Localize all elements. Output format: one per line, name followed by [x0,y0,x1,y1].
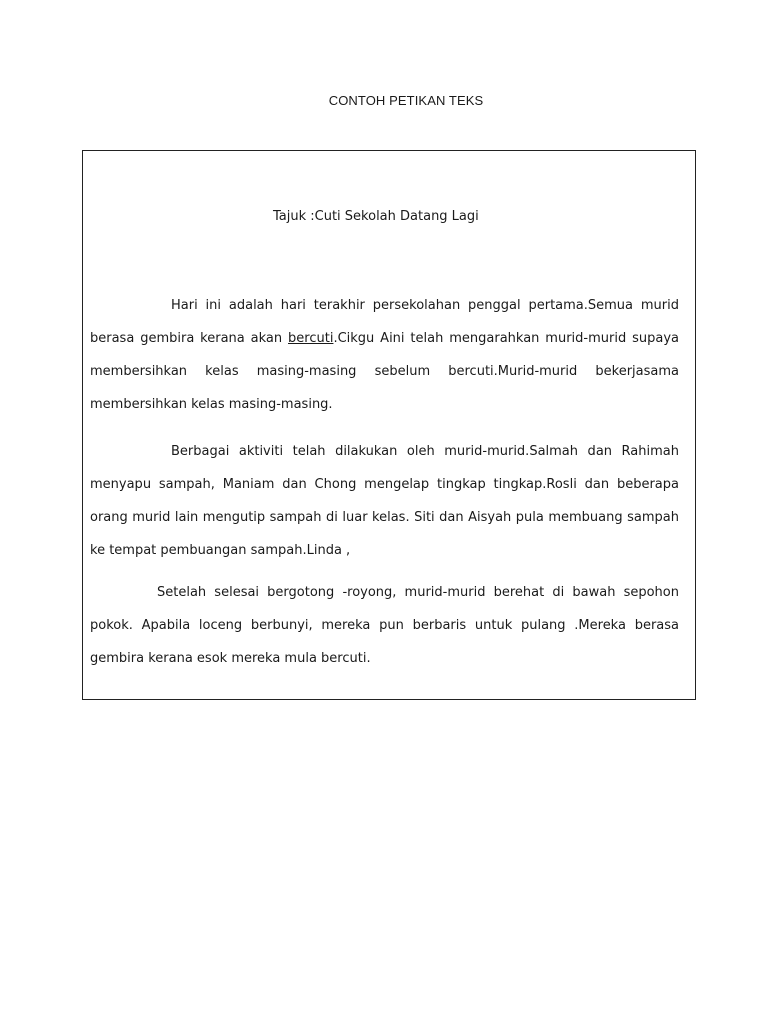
paragraph-1 [90,289,679,421]
page-heading: CONTOH PETIKAN TEKS [328,93,484,108]
excerpt-title: Tajuk :Cuti Sekolah Datang Lagi [273,209,479,224]
paragraph-1-text-start: Hari ini adalah hari terakhir persekolahan penggal pertama.Semua murid berasa gembira kerana akan [90,298,679,346]
underlined-word: bercuti [288,331,334,346]
paragraph-1-text-end: .Cikgu Aini telah mengarahkan murid-murid supaya membersihkan kelas masing-masing sebelum bercuti.Murid-murid bekerjasama membersihkan kelas masing-masing. [90,331,679,412]
paragraph-3: Setelah selesai bergotong -royong, murid-murid berehat di bawah sepohon pokok. Apabila loceng berbunyi, mereka pun berbaris untuk pulang .Mereka berasa gembira kerana esok mereka mula bercuti. [90,585,679,666]
text-excerpt-box [82,150,696,700]
paragraph-2: Berbagai aktiviti telah dilakukan oleh murid-murid.Salmah dan Rahimah menyapu sampah, Maniam dan Chong mengelap tingkap tingkap.Rosli dan beberapa orang murid lain mengutip sampah di luar kelas. Siti dan Aisyah pula membuang sampah ke tempat pembuangan sampah.Linda , [90,444,679,558]
